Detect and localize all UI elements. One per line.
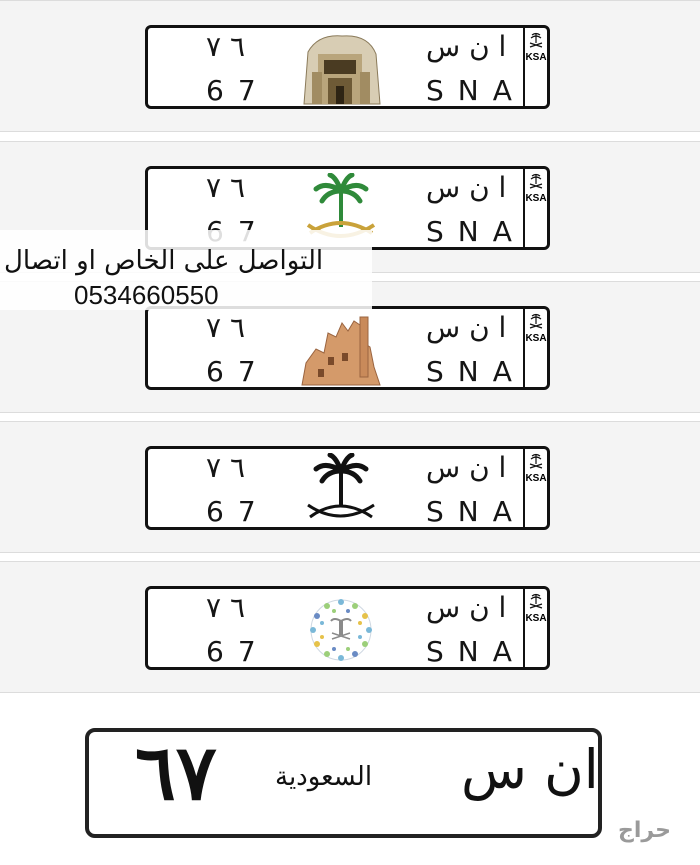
plate-letters-english: SNA	[426, 495, 526, 528]
ksa-label: KSA	[525, 613, 547, 624]
large-plate-letters: ان س	[461, 738, 599, 801]
haraj-watermark: حراج	[618, 818, 671, 843]
plate-side-strip	[523, 589, 547, 667]
plate-number-english: 67	[206, 74, 270, 107]
large-license-plate	[85, 728, 602, 838]
license-plate	[145, 25, 550, 109]
plate-panel-1	[0, 0, 700, 132]
plate-number-english: 67	[206, 495, 270, 528]
ksa-label: KSA	[525, 193, 547, 204]
plate-letters-arabic: ا ن س	[426, 591, 507, 624]
castle-icon	[298, 32, 384, 106]
ksa-label: KSA	[525, 473, 547, 484]
plate-letters-english: SNA	[426, 635, 526, 668]
plate-side-strip	[523, 169, 547, 247]
plate-number-arabic: ٦ ٧	[206, 451, 245, 484]
heritage-tower-icon	[298, 313, 384, 387]
plate-number-arabic: ٦ ٧	[206, 591, 245, 624]
vision-2030-icon	[298, 593, 384, 667]
saudi-emblem-icon	[528, 172, 544, 192]
plate-letters-english: SNA	[426, 355, 526, 388]
plate-letters-english: SNA	[426, 215, 526, 248]
plate-number-arabic: ٦ ٧	[206, 30, 245, 63]
plate-letters-english: SNA	[426, 74, 526, 107]
plate-panel-4	[0, 421, 700, 553]
saudi-emblem-icon	[528, 592, 544, 612]
plate-number-english: 67	[206, 635, 270, 668]
license-plate	[145, 586, 550, 670]
plate-side-strip	[523, 449, 547, 527]
large-plate-number: ٦٧	[135, 728, 217, 817]
phone-number[interactable]: 0534660550	[74, 280, 219, 310]
ksa-label: KSA	[525, 333, 547, 344]
large-plate-country: السعودية	[275, 762, 373, 792]
license-plate	[145, 306, 550, 390]
plate-letters-arabic: ا ن س	[426, 30, 507, 63]
ksa-label: KSA	[525, 52, 547, 63]
plate-letters-arabic: ا ن س	[426, 451, 507, 484]
plate-panel-5	[0, 561, 700, 693]
contact-text: التواصل على الخاص او اتصال	[4, 246, 324, 276]
saudi-emblem-icon	[528, 312, 544, 332]
palm-swords-icon	[298, 453, 384, 527]
saudi-emblem-icon	[528, 452, 544, 472]
plate-number-arabic: ٦ ٧	[206, 171, 245, 204]
plate-letters-arabic: ا ن س	[426, 171, 507, 204]
plate-number-arabic: ٦ ٧	[206, 311, 245, 344]
plate-side-strip	[523, 28, 547, 106]
saudi-emblem-icon	[528, 31, 544, 51]
license-plate	[145, 446, 550, 530]
plate-side-strip	[523, 309, 547, 387]
plate-number-english: 67	[206, 355, 270, 388]
plate-letters-arabic: ا ن س	[426, 311, 507, 344]
